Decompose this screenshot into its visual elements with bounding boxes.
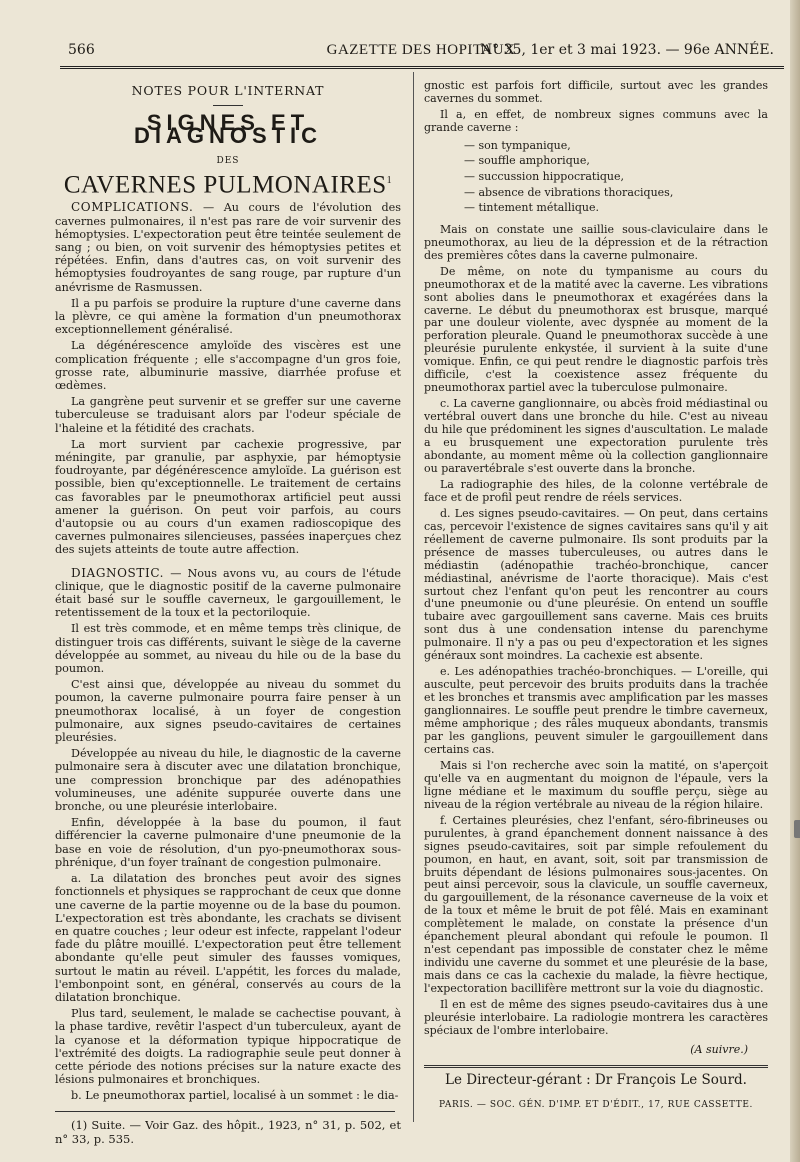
paragraph: Plus tard, seulement, le malade se cachectise pouvant, à la phase tardive, revêtir l'aspect d'un tuberculeux, ayant de la cyanose et la déformation typique hippocratique de l'extrémité des doigts. La radiographie seule peut donner à cette période des notions précises sur la nature exacte des lésions pulmonaires et bronchiques. (55, 1007, 401, 1087)
to-be-continued: (A suivre.) (690, 1042, 748, 1056)
list-item: — tintement métallique. (464, 201, 599, 215)
header-rule (60, 66, 784, 69)
paragraph: La gangrène peut survenir et se greffer sur une caverne tuberculeuse se traduisant alors par l'odeur spéciale de l'haleine et la fétidité des crachats. (55, 395, 401, 435)
paragraph: a. La dilatation des bronches peut avoir des signes fonctionnels et physiques se rapprochant de ceux que donne une caverne de la partie moyenne ou de la base du poumon. L'expectoration est très abondante, les crachats se divisent en quatre couches ; leur odeur est infecte, rappelant l'odeur fade du plâtre mouillé. L'expectoration peut être tellement abondante qu'elle peut simuler des fausses vomiques, surtout le matin au réveil. L'appétit, les forces du malade, l'embonpoint sont, en général, conservés au cours de la dilatation bronchique. (55, 872, 401, 1004)
paragraph: Développée au niveau du hile, le diagnostic de la caverne pulmonaire sera à discuter avec une dilatation bronchique, une compression bronchique par des adénopathies volumineuses, une adénite suppurée ouverte dans une bronche, ou une pleurésie interlobaire. (55, 747, 401, 814)
paragraph: La mort survient par cachexie progressive, par méningite, par granulie, par asphyxie, par hémoptysie foudroyante, par dégénérescence amyloïde. La guérison est possible, bien qu'exceptionnelle. Le traitement de certains cas favorables par le pneumothorax artificiel peut aussi amener la guérison. On peut voir parfois, au cours d'autopsie ou au cours d'un examen radioscopique des cavernes pulmonaires silencieuses, passées inaperçues chez des sujets atteints de toute autre affection. (55, 437, 401, 557)
subtitle-text: CAVERNES PULMONAIRES (63, 171, 387, 199)
paragraph: c. La caverne ganglionnaire, ou abcès froid médiastinal ou vertébral ouvert dans une bronche du hile. C'est au niveau du hile que prédominent les signes d'auscultation. Le malade a eu brusquement une expectoration purulente très abondante, au moment même où la collection ganglionnaire ou paravertébrale s'est ouverte dans la bronche. (424, 397, 768, 475)
column-divider (413, 72, 414, 1122)
page-header (60, 40, 782, 64)
binding-tab (794, 820, 800, 838)
paragraph: Il en est de même des signes pseudo-cavitaires dus à une pleurésie interlobaire. La radiologie montrera les caractères spéciaux de l'ombre interlobaire. (424, 998, 768, 1037)
paragraph: Il a pu parfois se produire la rupture d'une caverne dans la plèvre, ce qui amène la formation d'un pneumothorax exceptionnellement généralisé. (55, 296, 401, 337)
paragraph: d. Les signes pseudo-cavitaires. — On peut, dans certains cas, percevoir l'existence de signes cavitaires sans qu'il y ait réellement de caverne pulmonaire. Ils sont produits par la présence de masses tuberculeuses, ou autres dans le médiastin (adénopathie trachéo-bronchique, cancer médiastinal, anévrisme de l'aorte thoracique). Mais c'est surtout chez l'enfant qu'on peut les rencontrer au cours d'une pneumonie ou d'une pleurésie. On entend un souffle tubaire avec gargouillement sans caverne. Mais ces bruits sont dus à une condensation intense du parenchyme pulmonaire. Il n'y a pas ou peu d'expectoration et les signes généraux sont moindres. La cachexie est absente. (424, 506, 768, 663)
list-item: — succussion hippocratique, (464, 170, 624, 183)
footnote: (1) Suite. — Voir Gaz. des hôpit., 1923, n° 31, p. 502, et n° 33, p. 535. (55, 1117, 401, 1146)
footnote-marker: 1 (386, 174, 393, 186)
article-title: SIGNES ET DIAGNOSTIC (133, 110, 323, 149)
paragraph: Il est très commode, et en même temps très clinique, de distinguer trois cas différents, suivant le siège de la caverne développée au sommet, au niveau du hile ou de la base du poumon. (55, 622, 401, 676)
paragraph: Enfin, développée à la base du poumon, il faut différencier la caverne pulmonaire d'une pneumonie de la base en voie de résolution, d'un pyo-pneumothorax sous-phrénique, d'un foyer traînant de congestion pulmonaire. (55, 816, 401, 869)
printer-imprint: PARIS. — SOC. GÉN. D'IMP. ET D'ÉDIT., 17, RUE CASSETTE. (439, 1099, 753, 1110)
paragraph-complications (55, 201, 401, 293)
end-rule (424, 1065, 768, 1068)
page-edge (790, 0, 800, 1162)
paragraph: La radiographie des hiles, de la colonne vertébrale de face et de profil peut rendre de réels services. (424, 477, 768, 504)
page-number: 566 (68, 42, 95, 58)
paragraph-text: — Nous avons vu, au cours de l'étude clinique, que le diagnostic positif de la caverne pulmonaire était basé sur le souffle caverneux, le gargouillement, le retentissement de la toux et la pectoriloquie. (55, 566, 401, 620)
section-head-diagnostic: DIAGNOSTIC. (71, 565, 165, 580)
paragraph: Il a, en effet, de nombreux signes communs avec la grande caverne : (424, 107, 768, 134)
paragraph: Mais si l'on recherche avec soin la matité, on s'aperçoit qu'elle va en augmentant du moignon de l'épaule, vers la ligne médiane et le maximum du souffle perçu, siège au niveau de la région vertébrale au niveau de la région hilaire. (424, 758, 768, 811)
section-head-complications: COMPLICATIONS. (71, 200, 194, 215)
right-column (424, 80, 768, 1112)
paragraph: C'est ainsi que, développée au niveau du sommet du poumon, la caverne pulmonaire pourra faire penser à un pneumothorax localisé, à un foyer de congestion pulmonaire, aux signes pseudo-cavitaires de certaines pleurésies. (55, 678, 401, 745)
list-item: — absence de vibrations thoraciques, (464, 185, 674, 199)
left-column (55, 80, 401, 1149)
paragraph-diagnostic (55, 567, 401, 620)
paragraph: e. Les adénopathies trachéo-bronchiques. — L'oreille, qui ausculte, peut percevoir des bruits produits dans la trachée et les bronches et transmis avec amplification par les masses ganglionnaires. Le souffle peut prendre le timbre caverneux, même amphorique ; des râles muqueux abondants, transmis par les ganglions, peuvent simuler le gargouillement dans certains cas. (424, 665, 768, 756)
list-item: — son tympanique, (464, 138, 571, 152)
paragraph: gnostic est parfois fort difficile, surtout avec les grandes cavernes du sommet. (424, 79, 768, 105)
paragraph: La dégénérescence amyloïde des viscères est une complication fréquente ; elle s'accompagne d'un gros foie, grosse rate, albuminurie massive, diarrhée profuse et œdèmes. (55, 339, 401, 392)
list-item: — souffle amphorique, (464, 154, 590, 168)
paragraph: Mais on constate une saillie sous-claviculaire dans le pneumothorax, au lieu de la dépression et de la rétraction des premières côtes dans la caverne pulmonaire. (424, 222, 768, 262)
kicker-rule (213, 105, 243, 106)
paragraph: De même, on note du tympanisme au cours du pneumothorax et de la matité avec la caverne. Les vibrations sont abolies dans le pneumothorax et exagérées dans la caverne. Le début du pneumothorax est brusque, marqué par une douleur violente, avec dyspnée au moment de la perforation pleurale. Quand le pneumothorax succède à une pleurésie purulente enkystée, il survient à la suite d'une vomique. Enfin, ce qui peut rendre le diagnostic parfois très difficile, c'est la coexistence assez fréquente du pneumothorax partiel avec la tuberculose pulmonaire. (424, 264, 768, 395)
signs-list (464, 138, 768, 216)
journal-title: GAZETTE DES HOPITAUX (326, 42, 516, 58)
paragraph: f. Certaines pleurésies, chez l'enfant, séro-fibrineuses ou purulentes, à grand épanchement donnent naissance à des signes pseudo-cavitaires, soit par simple refoulement du poumon, en haut, en avant, soit, soit par transmission de bruits dépendant de lésions pulmonaires sous-jacentes. On peut ainsi percevoir, sous la clavicule, un souffle caverneux, du gargouillement, de la résonance caverneuse de la voix et de la toux et même le bruit de pot fêlé. Mais en examinant complètement le malade, on constate la présence d'un épanchement pleural abondant qui refoule le poumon. Il n'est cependant pas impossible de constater chez le même individu une caverne du sommet et une pleurésie de la base, mais dans ce cas la cachexie du malade, la fièvre hectique, l'expectoration bacillifère mettront sur la voie du diagnostic. (424, 813, 768, 996)
article-kicker: NOTES POUR L'INTERNAT (131, 83, 325, 98)
paragraph-text: — Au cours de l'évolution des cavernes pulmonaires, il n'est pas rare de voir survenir des hémoptysies. L'expectoration peut être teintée seulement de sang ; ou bien, on voit survenir des hémoptysies petites et répétées. Enfin, dans d'autres cas, on voit survenir des hémoptysies foudroyantes de sang rouge, par rupture d'un anévrisme de Rasmussen. (55, 201, 401, 294)
article-subtitle (55, 171, 401, 199)
director-line: Le Directeur-gérant : Dr François Le Sourd. (445, 1071, 747, 1088)
title-connector: DES (216, 155, 240, 166)
paragraph: b. Le pneumothorax partiel, localisé à un sommet : le dia- (71, 1089, 399, 1103)
issue-info: N° 35, 1er et 3 mai 1923. — 96e ANNÉE. (479, 42, 774, 58)
footnote-rule (55, 1111, 395, 1112)
